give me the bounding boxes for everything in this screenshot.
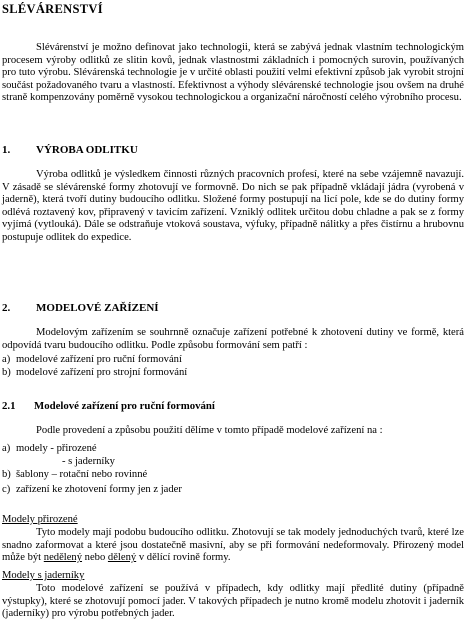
list-item (2, 484, 464, 497)
models-natural-text-b: v dělící rovině formy. (136, 552, 231, 564)
list-item-text: - s jaderníky (62, 456, 115, 467)
section-2-title: MODELOVÉ ZAŘÍZENÍ (36, 302, 159, 314)
divided-term: dělený (107, 552, 137, 564)
section-2-1-paragraph: Podle provedení a způsobu použití dělíme v tomto případě modelové zařízení na : (36, 425, 383, 436)
section-2-1-number: 2.1 (2, 400, 16, 412)
list-item-text: modelové zařízení pro ruční formování (16, 354, 182, 365)
section-1-title: VÝROBA ODLITKU (36, 144, 138, 156)
list-item (2, 443, 464, 456)
list-marker: b) (2, 367, 11, 378)
models-natural-text-a: Tyto modely mají podobu budoucího odlitku. Zhotovují se tak modely jednoduchých tvarů, které lze snadno zaformovat a které jsou dostatečně masivní, aby se při formování nedeformovaly. Přirozený model může být (2, 527, 464, 564)
list-marker: a) (2, 443, 11, 454)
list-item (2, 354, 464, 367)
section-2-heading (2, 302, 464, 315)
section-2-1-title: Modelové zařízení pro ruční formování (34, 400, 215, 412)
models-cores-label: Modely s jaderníky (2, 570, 85, 581)
list-item (62, 456, 464, 469)
models-natural-paragraph (2, 527, 464, 565)
section-2-paragraph: Modelovým zařízením se souhrnně označuje zařízení potřebné k zhotovení dutiny ve formě, která odpovídá tvaru budoucího odlitku. Podle způsobu formování sem patří : (2, 327, 464, 351)
list-item (2, 469, 464, 482)
document-title: SLÉVÁRENSTVÍ (2, 2, 103, 16)
models-cores-paragraph: Toto modelové zařízení se používá v případech, kdy odlitky mají předlité dutiny (případně výstupky), které se zhotovují pomocí jader. V takových případech je nutno kromě modelu zhotovit i jaderník (jaderníky) pro výrobu potřebných jader. (2, 583, 464, 620)
list-item-text: modelové zařízení pro strojní formování (16, 367, 188, 378)
section-1-number: 1. (2, 144, 11, 156)
list-marker: c) (2, 484, 11, 495)
undivided-term: nedělený (43, 552, 83, 564)
section-1-paragraph: Výroba odlitků je výsledkem činnosti různých pracovních profesí, které na sebe vzájemně navazují. V zásadě se slévárenské formy zhotovují ve formovně. Do nich se pak případně vkládají jádra (vyrobená v jaderně), která tvoří dutiny budoucího odlitku. Složené formy postupují na licí pole, kde se do dutiny formy odlévá roztavený kov, připravený v tavicím zařízení. Vzniklý odlitek určitou dobu chladne a pak se z formy vyjímá (vytlouká). Dále se odstraňuje vtoková soustava, výfuky, případně nálitky a přes čistírnu a hrubovnu postupuje odlitek do expedice. (2, 169, 464, 243)
models-natural-label: Modely přirozené (2, 514, 78, 525)
section-1-heading (2, 144, 464, 157)
section-2-1-heading (2, 400, 464, 413)
intro-paragraph: Slévárenství je možno definovat jako technologii, která se zabývá jednak vlastním technologickým procesem výroby odlitků ze slitin kovů, jednak vlastnostmi základních i pomocných surovin, používaných pro tuto výrobu. Slévárenská technologie je v určité oblasti použití velmi efektivní způsob jak vyrobit strojní součást požadovaného tvaru a vlastností. Efektivnost a výhody slévárenské technologie jsou ovšem na druhé straně kompenzovány poměrně vysokou technologickou a organizační náročností celého výrobního procesu. (2, 42, 464, 104)
list-item-text: šablony – rotační nebo rovinné (16, 469, 148, 480)
list-item-text: zařízení ke zhotovení formy jen z jader (16, 484, 182, 495)
list-marker: b) (2, 469, 11, 480)
list-item (2, 367, 464, 380)
section-2-number: 2. (2, 302, 11, 314)
models-natural-text-mid: nebo (82, 552, 108, 564)
list-item-text: modely - přirozené (16, 443, 97, 454)
list-marker: a) (2, 354, 11, 365)
